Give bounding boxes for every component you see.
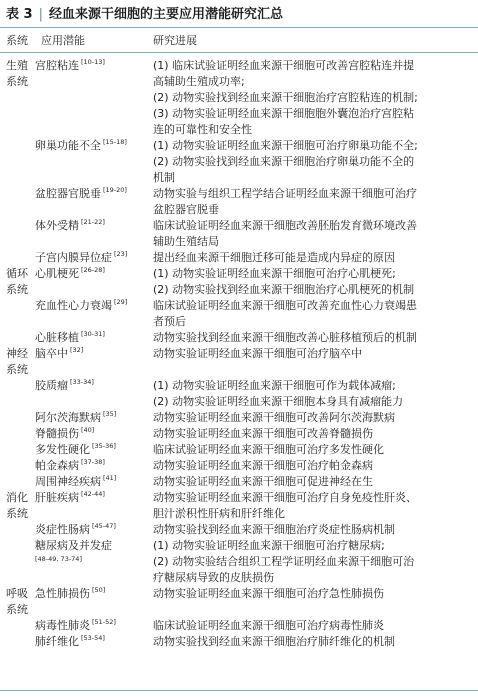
reference-citation: [41] [103, 474, 117, 483]
potential-cell [35, 634, 153, 650]
header-system: 系统 [6, 34, 28, 47]
potential-cell [35, 442, 153, 458]
table-row [0, 442, 478, 458]
progress-cell [153, 586, 474, 602]
progress-line: 动物实验证明经血来源干细胞可改善阿尔茨海默病 [153, 411, 395, 424]
table-number: 表 3 [6, 7, 33, 22]
potential-cell [35, 186, 153, 202]
table-row [0, 138, 478, 186]
potential-label: 充血性心力衰竭 [35, 299, 112, 312]
progress-line: (1) 动物实验证明经血来源干细胞可作为载体减瘤; [153, 379, 396, 392]
progress-line: 动物实验证明经血来源干细胞可促进神经在生 [153, 475, 373, 488]
potential-cell [35, 250, 153, 266]
table-title: 经血来源干细胞的主要应用潜能研究汇总 [48, 7, 283, 22]
table-row [0, 426, 478, 442]
potential-cell [35, 378, 153, 394]
progress-line: 胆汁淤积性肝病和肝纤维化 [153, 507, 285, 520]
reference-citation: [29] [114, 298, 128, 307]
reference-citation: [42-44] [81, 490, 105, 499]
potential-label: 炎症性肠病 [35, 523, 90, 536]
potential-cell [35, 346, 153, 362]
progress-line: 连的可靠性和安全性 [153, 123, 252, 136]
table-row [0, 538, 478, 586]
progress-cell [153, 490, 474, 522]
system-cell: 呼吸 系统 [6, 587, 28, 616]
progress-line: 动物实验证明经血来源干细胞可治疗脑卒中 [153, 347, 362, 360]
progress-line: (1) 临床试验证明经血来源干细胞可改善宫腔粘连并提 [153, 59, 415, 72]
table-row [0, 410, 478, 426]
progress-line: (3) 动物实验证明经血来源干细胞胞外囊泡治疗宫腔粘 [153, 107, 415, 120]
potential-label: 子宫内膜异位症 [35, 251, 112, 264]
potential-label: 肺纤维化 [35, 635, 79, 648]
reference-citation: [51-52] [92, 618, 116, 627]
progress-line: (1) 动物实验证明经血来源干细胞可治疗心肌梗死; [153, 267, 396, 280]
reference-citation: [32] [70, 346, 84, 355]
potential-cell [35, 426, 153, 442]
progress-cell [153, 410, 474, 426]
reference-citation: [26-28] [81, 266, 105, 275]
potential-label: 脑卒中 [35, 347, 68, 360]
progress-line: 盆腔器官脱垂 [153, 203, 219, 216]
potential-cell [35, 330, 153, 346]
progress-cell [153, 58, 474, 138]
system-cell: 循环 系统 [6, 267, 28, 296]
progress-cell [153, 186, 474, 218]
potential-cell [35, 410, 153, 426]
progress-cell [153, 218, 474, 250]
progress-line: (2) 动物实验找到经血来源干细胞治疗心肌梗死的机制 [153, 283, 415, 296]
reference-citation: [35] [103, 410, 117, 419]
potential-label: 心肌梗死 [35, 267, 79, 280]
reference-citation: [45-47] [92, 522, 116, 531]
system-cell: 神经 系统 [6, 347, 28, 376]
system-cell: 生殖 系统 [6, 59, 28, 88]
reference-citation: [48-49, 73-74] [35, 555, 82, 563]
reference-citation: [35-36] [92, 442, 116, 451]
potential-cell [35, 458, 153, 474]
potential-label: 心脏移植 [35, 331, 79, 344]
progress-cell [153, 138, 474, 186]
potential-cell [35, 474, 153, 490]
potential-label: 宫腔粘连 [35, 59, 79, 72]
table-row [0, 250, 478, 266]
progress-line: (2) 动物实验找到经血来源干细胞治疗卵巢功能不全的 [153, 155, 415, 168]
progress-line: (1) 动物实验证明经血来源干细胞可治疗卵巢功能不全; [153, 139, 418, 152]
potential-cell [35, 218, 153, 234]
progress-line: 动物实验与组织工程学结合证明经血来源干细胞可治疗 [153, 187, 417, 200]
table-row [0, 474, 478, 490]
potential-label: 盆腔器官脱垂 [35, 187, 101, 200]
reference-citation: [21-22] [81, 218, 105, 227]
potential-label: 糖尿病及并发症 [35, 539, 112, 552]
progress-line: 动物实验找到经血来源干细胞治疗炎症性肠病机制 [153, 523, 395, 536]
reference-citation: [15-18] [103, 138, 127, 147]
table-row [0, 330, 478, 346]
table-top-rule [0, 27, 478, 28]
header-progress: 研究进展 [153, 34, 197, 47]
table-row [0, 522, 478, 538]
table-row [0, 378, 478, 410]
progress-cell [153, 378, 474, 410]
table-row [0, 586, 478, 618]
progress-line: 辅助生殖结局 [153, 235, 219, 248]
progress-line: 疗糖尿病导致的皮肤损伤 [153, 571, 274, 584]
table-row [0, 218, 478, 250]
progress-line: 动物实验证明经血来源干细胞可改善脊髓损伤 [153, 427, 373, 440]
progress-line: 动物实验证明经血来源干细胞可治疗急性肺损伤 [153, 587, 384, 600]
potential-cell [35, 586, 153, 602]
potential-cell [35, 266, 153, 282]
potential-cell [35, 58, 153, 74]
progress-cell [153, 250, 474, 266]
progress-line: 动物实验找到经血来源干细胞改善心脏移植预后的机制 [153, 331, 417, 344]
progress-line: (1) 动物实验证明经血来源干细胞可治疗糖尿病; [153, 539, 385, 552]
progress-line: (2) 动物实验找到经血来源干细胞治疗宫腔粘连的机制; [153, 91, 418, 104]
reference-citation: [19-20] [103, 186, 127, 195]
table-row [0, 266, 478, 298]
progress-line: 动物实验找到经血来源干细胞治疗肺纤维化的机制 [153, 635, 395, 648]
reference-citation: [50] [92, 586, 106, 595]
potential-cell [35, 538, 153, 564]
progress-cell [153, 346, 474, 362]
progress-cell [153, 634, 474, 650]
reference-citation: [10-13] [81, 58, 105, 67]
table-header-rule [0, 52, 478, 53]
table-bottom-rule [0, 690, 478, 691]
progress-cell [153, 266, 474, 298]
table-row [0, 618, 478, 634]
table-row [0, 490, 478, 522]
table-row [0, 58, 478, 138]
table-body [0, 58, 478, 650]
progress-line: 临床试验证明经血来源干细胞可治疗多发性硬化 [153, 443, 384, 456]
progress-cell [153, 426, 474, 442]
potential-cell [35, 298, 153, 314]
progress-line: 动物实验证明经血来源干细胞可治疗自身免疫性肝炎、 [153, 491, 417, 504]
progress-cell [153, 538, 474, 586]
progress-line: (2) 动物实验证明经血来源干细胞本身具有减瘤能力 [153, 395, 404, 408]
potential-cell [35, 618, 153, 634]
progress-line: 临床试验证明经血来源干细胞改善胚胎发育微环境改善 [153, 219, 417, 232]
reference-citation: [30-31] [81, 330, 105, 339]
table-row [0, 346, 478, 378]
progress-line: 临床试验证明经血来源干细胞可治疗病毒性肺炎 [153, 619, 384, 632]
potential-cell [35, 522, 153, 538]
progress-cell [153, 330, 474, 346]
potential-label: 急性肺损伤 [35, 587, 90, 600]
table-row [0, 186, 478, 218]
progress-line: (2) 动物实验结合组织工程学证明经血来源干细胞可治 [153, 555, 415, 568]
reference-citation: [53-54] [81, 634, 105, 643]
potential-cell [35, 490, 153, 506]
progress-cell [153, 474, 474, 490]
system-cell: 消化 系统 [6, 491, 28, 520]
progress-cell [153, 522, 474, 538]
progress-cell [153, 618, 474, 634]
reference-citation: [33-34] [70, 378, 94, 387]
progress-cell [153, 458, 474, 474]
caption-separator: | [38, 7, 43, 22]
progress-line: 提出经血来源干细胞迁移可能是造成内异症的原因 [153, 251, 395, 264]
potential-label: 多发性硬化 [35, 443, 90, 456]
progress-line: 机制 [153, 171, 175, 184]
potential-label: 体外受精 [35, 219, 79, 232]
potential-label: 周围神经疾病 [35, 475, 101, 488]
progress-line: 临床试验证明经血来源干细胞可改善充血性心力衰竭患 [153, 299, 417, 312]
potential-label: 病毒性肺炎 [35, 619, 90, 632]
progress-line: 动物实验证明经血来源干细胞可治疗帕金森病 [153, 459, 373, 472]
reference-citation: [23] [114, 250, 128, 259]
table-row [0, 298, 478, 330]
potential-label: 肝脏疾病 [35, 491, 79, 504]
potential-label: 阿尔茨海默病 [35, 411, 101, 424]
potential-cell [35, 138, 153, 154]
header-potential: 应用潜能 [41, 34, 85, 47]
potential-label: 脊髓损伤 [35, 427, 79, 440]
potential-label: 胶质瘤 [35, 379, 68, 392]
potential-label: 帕金森病 [35, 459, 79, 472]
table-row [0, 458, 478, 474]
potential-label: 卵巢功能不全 [35, 139, 101, 152]
progress-line: 者预后 [153, 315, 186, 328]
reference-citation: [37-38] [81, 458, 105, 467]
progress-cell [153, 442, 474, 458]
table-caption [6, 6, 472, 24]
progress-cell [153, 298, 474, 330]
reference-citation: [40] [81, 426, 95, 435]
table-row [0, 634, 478, 650]
progress-line: 高辅助生殖成功率; [153, 75, 245, 88]
